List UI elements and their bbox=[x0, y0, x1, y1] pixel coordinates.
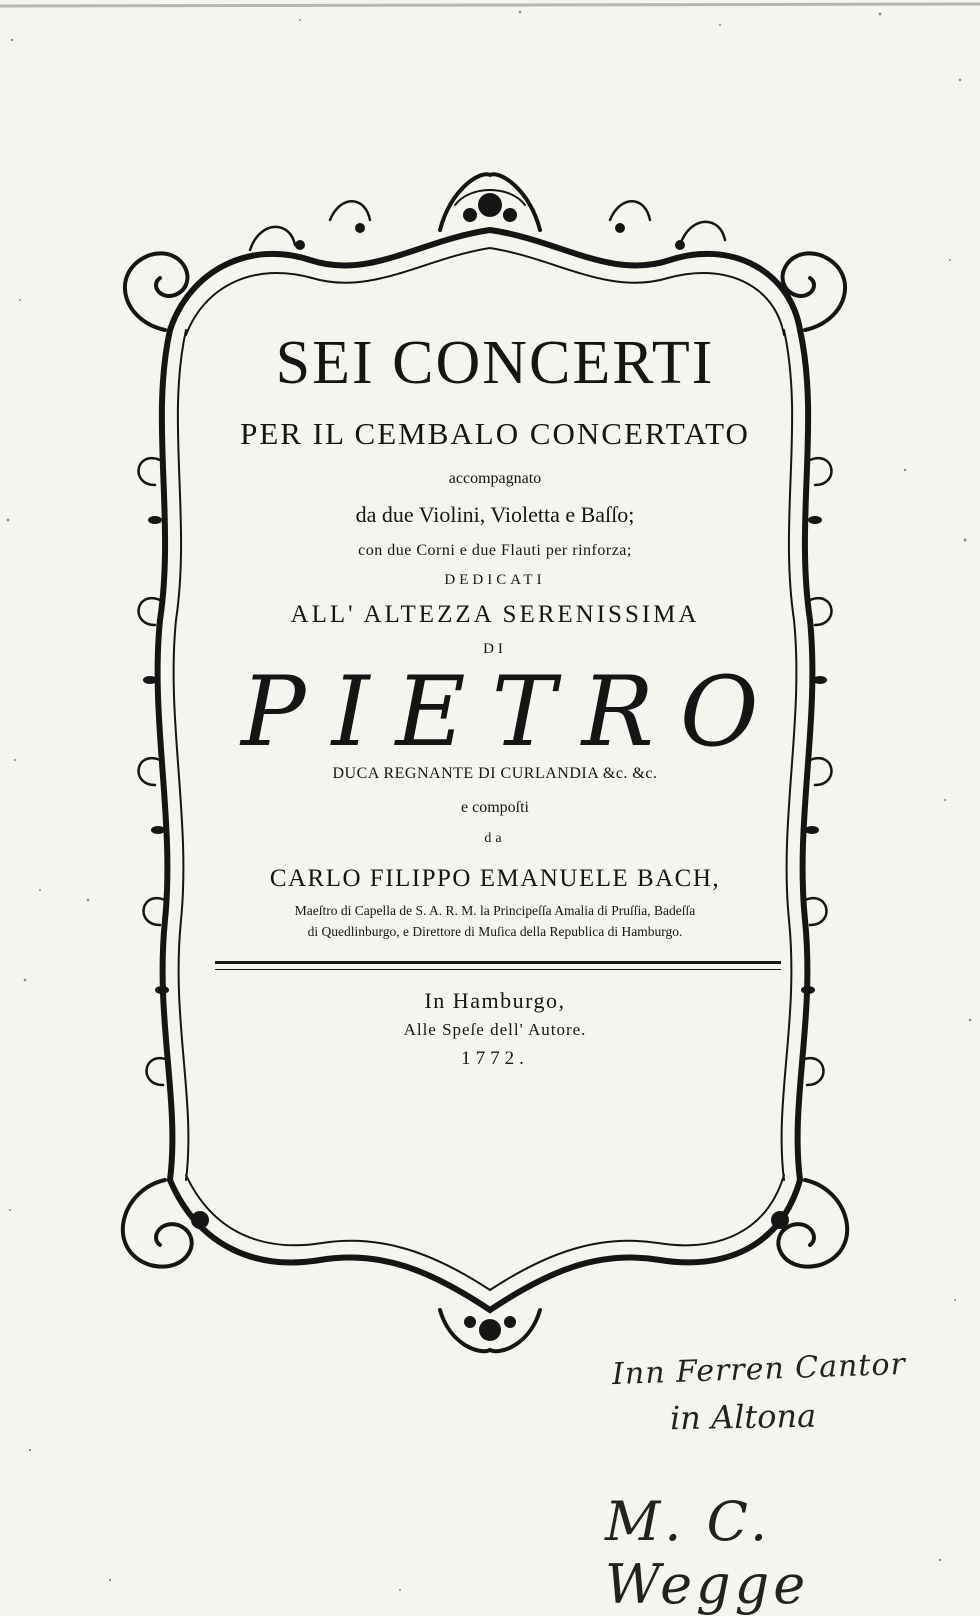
composer-name: CARLO FILIPPO EMANUELE BACH, bbox=[269, 864, 721, 892]
of-label: DI bbox=[483, 641, 507, 657]
instrumentation: da due Violini, Violetta e Baſſo; bbox=[355, 502, 635, 527]
main-title: SEI CONCERTI bbox=[275, 329, 715, 397]
dedicatee-title: DUCA REGNANTE DI CURLANDIA &c. &c. bbox=[332, 764, 658, 782]
composer-desc-line-2: di Quedlinburgo, e Direttore di Muſica della Republica di Hamburgo. bbox=[307, 923, 683, 939]
highness-line: ALL' ALTEZZA SERENISSIMA bbox=[290, 601, 700, 628]
composer-desc-line-1: Maeſtro di Capella de S. A. R. M. la Principeſſa Amalia di Pruſſia, Badeſſa bbox=[294, 902, 696, 918]
handwritten-inscription-line-1: Inn Ferren Cantor bbox=[611, 1346, 907, 1393]
imprint-year: 1772. bbox=[461, 1047, 529, 1069]
handwritten-inscription-line-2: in Altona bbox=[669, 1396, 817, 1438]
reinforcement-line: con due Corni e due Flauti per rinforza; bbox=[358, 542, 632, 559]
imprint-publisher: Alle Speſe dell' Autore. bbox=[403, 1019, 587, 1039]
title-text-block bbox=[215, 320, 785, 1070]
dedicatee-name: PIETRO bbox=[241, 656, 785, 768]
handwritten-signature: M. C. Wegge bbox=[605, 1490, 810, 1616]
imprint-city: In Hamburgo, bbox=[424, 987, 566, 1013]
accompaniment-label: accompagnato bbox=[448, 470, 542, 487]
composed-label: e compoſti bbox=[461, 798, 529, 816]
subtitle: PER IL CEMBALO CONCERTATO bbox=[240, 416, 750, 451]
dedication-label: DEDICATI bbox=[444, 572, 546, 588]
composer-description bbox=[195, 901, 795, 943]
by-label: da bbox=[484, 830, 506, 846]
double-rule-divider bbox=[215, 961, 781, 970]
